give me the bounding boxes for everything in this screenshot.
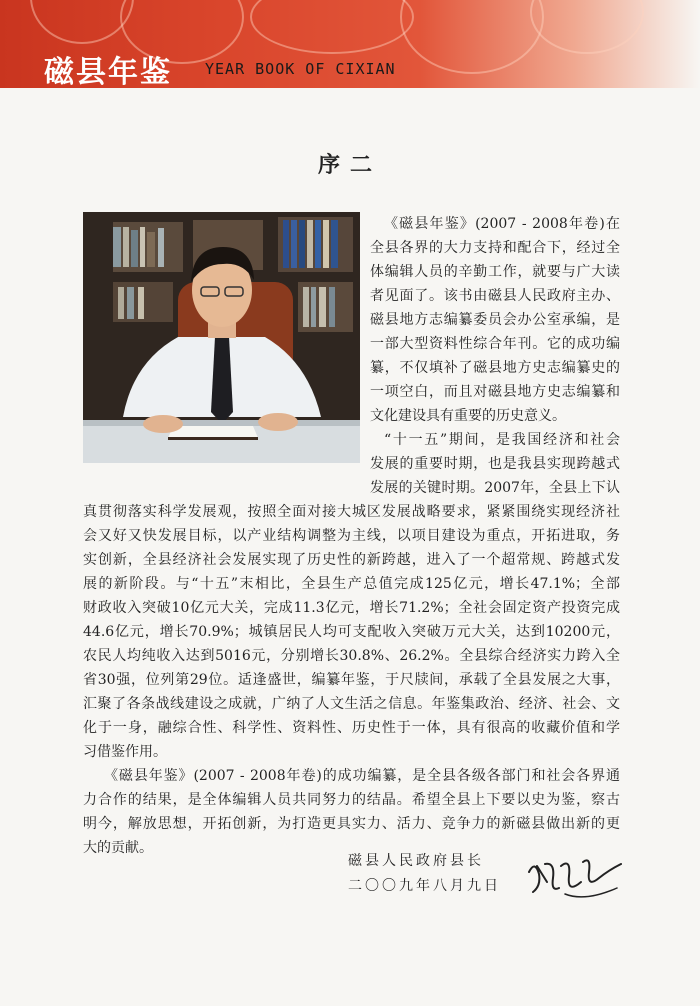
paragraph-2-line: 44.6亿元，增长70.9%；城镇居民人均可支配收入突破万元大关，达到10200元， [83, 624, 620, 640]
yearbook-title: 磁县年鉴 [44, 55, 172, 88]
paragraph-1-line: 纂，不仅填补了磁县地方史志编纂史的 [370, 360, 620, 376]
paragraph-2-line: 真贯彻落实科学发展观，按照全面对接大城区发展战略要求，紧紧围绕实现经济社 [83, 504, 620, 520]
paragraph-1-line: 磁县地方志编纂委员会办公室承编，是 [370, 312, 620, 328]
paragraph-3-line: 大的贡献。 [83, 840, 153, 856]
paragraph-2-line: 汇聚了各条战线建设之成就，广纳了人文生活之信息。年鉴集政治、经济、社会、文 [83, 696, 620, 712]
paragraph-2-line: 农民人均纯收入达到5016元，分别增长30.8%、26.2%。全县综合经济实力跨入全 [83, 648, 620, 664]
paragraph-1-line: 体编辑人员的辛勤工作，就要与广大读 [370, 264, 620, 280]
paragraph-2-line: “十一五”期间，是我国经济和社会 [384, 432, 620, 448]
signature-date: 二〇〇九年八月九日 [348, 878, 501, 894]
page-title: 序二 [317, 152, 382, 178]
paragraph-3-line: 明今，解放思想，开拓创新，为打造更具实力、活力、竞争力的新磁县做出新的更 [83, 816, 620, 832]
paragraph-2-line: 会又好又快发展目标，以产业结构调整为主线，以项目建设为重点，开拓进取，务 [83, 528, 620, 544]
paragraph-2-line: 展的新阶段。与“十五”末相比，全县生产总值完成125亿元，增长47.1%；全部 [83, 576, 620, 592]
header-banner [0, 0, 700, 88]
paragraph-1-line: 一项空白，而且对磁县地方史志编纂和 [370, 384, 620, 400]
paragraph-2-line: 财政收入突破10亿元大关，完成11.3亿元，增长71.2%；全社会固定资产投资完成 [83, 600, 620, 616]
paragraph-2-line: 习借鉴作用。 [83, 744, 167, 760]
paragraph-3-line: 力合作的结果，是全体编辑人员共同努力的结晶。希望全县上下要以史为鉴，察古 [83, 792, 620, 808]
paragraph-3-line: 《磁县年鉴》(2007 - 2008年卷)的成功编纂，是全县各级各部门和社会各界通 [104, 768, 620, 784]
signature-organization: 磁县人民政府县长 [348, 853, 484, 869]
paragraph-2-line: 省30强，位列第29位。适逢盛世，编纂年鉴，于尺牍间，承载了全县发展之大事， [83, 672, 620, 688]
paragraph-1-line: 文化建设具有重要的历史意义。 [370, 408, 566, 424]
paragraph-2-line: 发展的关键时期。2007年，全县上下认 [370, 480, 620, 496]
handwritten-signature-icon [525, 852, 625, 914]
yearbook-title-english: YEAR BOOK OF CIXIAN [205, 60, 396, 78]
paragraph-2-line: 发展的重要时期，也是我县实现跨越式 [370, 456, 620, 472]
paragraph-1-line: 者见面了。该书由磁县人民政府主办、 [370, 288, 620, 304]
paragraph-1-line: 《磁县年鉴》(2007 - 2008年卷)在 [384, 216, 620, 232]
paragraph-2-line: 实创新，全县经济社会发展实现了历史性的新跨越，进入了一个超常规、跨越式发 [83, 552, 620, 568]
portrait-photo [83, 212, 360, 463]
paragraph-1-line: 全县各界的大力支持和配合下，经过全 [370, 240, 620, 256]
paragraph-1-line: 一部大型资料性综合年刊。它的成功编 [370, 336, 620, 352]
paragraph-2-line: 化于一身，融综合性、科学性、资料性、历史性于一体，具有很高的收藏价值和学 [83, 720, 620, 736]
